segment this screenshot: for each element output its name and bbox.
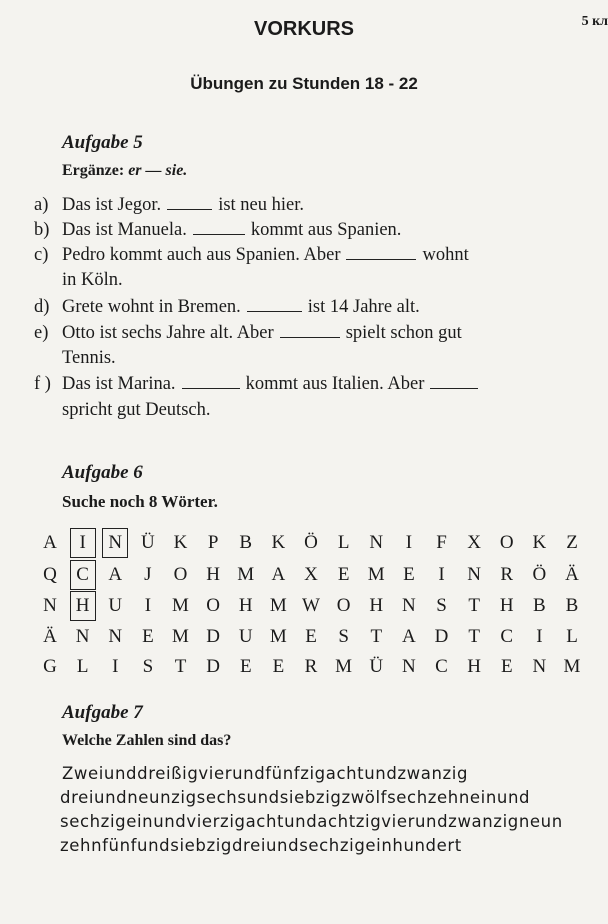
grid-letter[interactable]: M [269,626,287,647]
grid-letter[interactable]: E [272,656,285,677]
exercise-label: a) [34,195,49,215]
exercise-text: spielt schon gut [345,323,462,343]
number-string-line: sechzigeinundvierzigachtundachtzigvierundzwanzigneun [60,812,563,831]
answer-blank[interactable] [430,374,478,389]
grid-letter[interactable]: C [70,560,96,590]
grid-letter[interactable]: L [76,656,89,677]
grade-label: 5 кл [581,14,608,29]
grid-letter[interactable]: Ä [43,626,57,647]
answer-blank[interactable] [346,245,416,260]
grid-letter[interactable]: K [173,532,188,553]
grid-letter[interactable]: M [335,656,353,677]
grid-letter[interactable]: E [403,564,415,585]
grid-letter[interactable]: P [207,532,219,553]
grid-letter[interactable]: A [271,564,286,585]
grid-letter[interactable]: M [563,656,581,677]
exercise-text: ist 14 Jahre alt. [307,297,420,317]
grid-letter[interactable]: N [102,528,128,558]
task7-instruction: Welche Zahlen sind das? [62,732,232,749]
exercise-text: Otto ist sechs Jahre alt. Aber [62,323,274,343]
exercise-f-cont: spricht gut Deutsch. [62,400,211,420]
exercise-e-cont: Tennis. [62,348,116,368]
answer-blank[interactable] [193,220,245,235]
grid-letter[interactable]: H [70,591,96,621]
grid-letter[interactable]: U [108,595,123,616]
grid-letter[interactable]: A [108,564,123,585]
grid-letter[interactable]: B [239,532,253,553]
task6-title: Aufgabe 6 [62,462,143,483]
exercise-text: kommt aus Italien. Aber [245,374,425,394]
grid-letter[interactable]: M [269,595,287,616]
grid-letter[interactable]: B [565,595,579,616]
task5-instruction-words: er — sie. [128,162,188,179]
grid-letter[interactable]: S [142,656,154,677]
task7-title: Aufgabe 7 [62,702,143,723]
grid-letter[interactable]: A [43,532,57,553]
grid-letter[interactable]: S [436,595,447,616]
grid-letter[interactable]: K [271,532,286,553]
grid-letter[interactable]: N [402,595,416,616]
task5-instruction-prefix: Ergänze: [62,162,125,179]
exercise-text: Das ist Jegor. [62,195,162,215]
grid-letter[interactable]: T [468,595,480,616]
exercise-text: kommt aus Spanien. [250,220,402,240]
grid-letter[interactable]: R [304,656,318,677]
grid-letter[interactable]: O [499,532,514,553]
grid-letter[interactable]: G [43,656,57,677]
grid-letter[interactable]: E [239,656,252,677]
grid-letter[interactable]: C [500,626,514,647]
grid-letter[interactable]: M [172,626,189,647]
grid-letter[interactable]: Ä [565,564,579,585]
answer-blank[interactable] [182,374,240,389]
exercise-text: Grete wohnt in Bremen. [62,297,241,317]
grid-row [37,528,585,558]
grid-letter[interactable]: M [367,564,385,585]
grid-letter[interactable]: C [435,656,448,677]
exercise-text: Das ist Manuela. [62,220,187,240]
grid-letter[interactable]: H [499,595,514,616]
exercise-e [34,321,462,345]
grid-letter[interactable]: N [75,626,90,647]
answer-blank[interactable] [167,195,212,210]
grid-letter[interactable]: I [70,528,96,558]
grid-row [37,652,585,682]
exercise-label: f ) [34,374,51,394]
page-title: VORKURS [253,18,354,40]
grid-letter[interactable]: H [238,595,253,616]
grid-letter[interactable]: O [336,595,351,616]
task6-instruction: Suche noch 8 Wörter. [62,492,218,511]
grid-letter[interactable]: U [238,626,253,647]
exercise-text: wohnt [422,245,469,265]
grid-letter[interactable]: X [467,532,481,553]
exercise-label: b) [34,220,50,240]
exercise-a [34,193,304,217]
exercise-label: d) [34,297,50,317]
grid-letter[interactable]: F [436,532,447,553]
grid-letter[interactable]: I [438,564,445,585]
grid-row [37,560,585,590]
grid-letter[interactable]: Ü [141,532,155,553]
grid-letter[interactable]: I [405,532,413,553]
grid-letter[interactable]: M [237,564,255,585]
grid-letter[interactable]: H [369,595,384,616]
exercise-b [34,218,401,242]
grid-letter[interactable]: J [144,564,152,585]
grid-letter[interactable]: D [434,626,449,647]
grid-letter[interactable]: Z [566,532,578,553]
answer-blank[interactable] [247,297,302,312]
grid-letter[interactable]: N [369,532,384,553]
exercise-label: e) [34,323,49,343]
grid-letter[interactable]: N [108,626,123,647]
grid-letter[interactable]: Ö [532,564,547,585]
number-string-line: Zweiunddreißigvierundfünfzigachtundzwanzig [62,764,469,783]
grid-letter[interactable]: K [532,532,547,553]
grid-letter[interactable]: T [174,656,187,677]
answer-blank[interactable] [280,323,340,338]
grid-letter[interactable]: I [536,626,543,647]
grid-letter[interactable]: A [402,626,416,647]
grid-letter[interactable]: D [206,656,220,677]
exercise-f [34,372,484,396]
grid-letter[interactable]: N [532,656,547,677]
exercise-c-cont: in Köln. [62,270,123,290]
grid-letter[interactable]: Ö [304,532,318,553]
grid-letter[interactable]: N [402,656,416,677]
grid-letter[interactable]: T [370,626,383,647]
grid-letter[interactable]: M [172,595,189,616]
grid-letter[interactable]: S [338,626,349,647]
grid-letter[interactable]: X [304,564,318,585]
exercise-d [34,295,420,319]
grid-row [37,591,585,621]
grid-letter[interactable]: N [43,595,57,616]
grid-letter[interactable]: B [533,595,546,616]
exercise-label: c) [34,245,49,265]
grid-letter[interactable]: E [337,564,350,585]
exercise-text: Pedro kommt auch aus Spanien. Aber [62,245,341,265]
grid-row [37,622,585,652]
grid-letter[interactable]: H [467,656,481,677]
grid-letter[interactable]: I [144,595,152,616]
task5-instruction [62,162,187,180]
grid-letter[interactable]: H [206,564,220,585]
exercise-text: Das ist Marina. [62,374,176,394]
grid-letter[interactable]: O [206,595,220,616]
grid-letter[interactable]: D [206,626,220,647]
number-string-line: dreiundneunzigsechsundsiebzigzwölfsechzehneinund [60,788,531,807]
grid-letter[interactable]: E [305,626,317,647]
grid-letter[interactable]: O [173,564,188,585]
exercise-text: ist neu hier. [218,195,304,215]
task5-title: Aufgabe 5 [62,132,143,153]
page-subtitle: Übungen zu Stunden 18 - 22 [190,74,418,93]
grid-letter[interactable]: E [142,626,154,647]
grid-letter[interactable]: L [566,626,578,647]
grid-letter[interactable]: E [500,656,513,677]
exercise-c [34,243,469,267]
grid-letter[interactable]: W [302,595,320,616]
grid-letter[interactable]: R [500,564,514,585]
grid-letter[interactable]: Ü [369,656,384,677]
grid-letter[interactable]: N [467,564,481,585]
grid-letter[interactable]: L [337,532,350,553]
grid-letter[interactable]: I [112,656,119,677]
grid-letter[interactable]: Q [43,564,57,585]
grid-letter[interactable]: T [468,626,480,647]
number-string-line: zehnfünfundsiebzigdreiundsechzigeinhundert [60,836,462,855]
